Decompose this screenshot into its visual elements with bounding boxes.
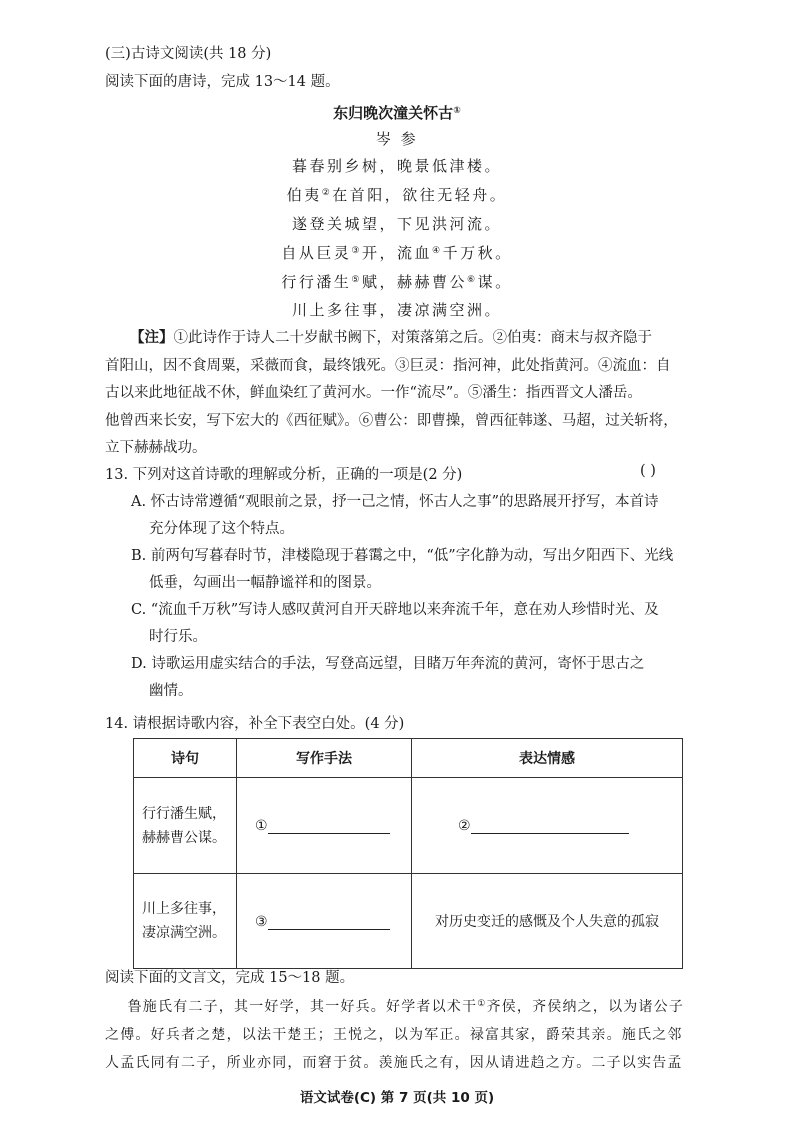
row1-technique xyxy=(237,778,412,874)
prose-line-1-text: 鲁施氏有二子，其一好学，其一好兵。好学者以术干 xyxy=(105,999,478,1015)
prose-line-3: 人孟氏同有二子，所业亦同，而窘于贫。羡施氏之有，因从请进趋之方。二子以实告孟 xyxy=(105,1055,683,1071)
row2-poem xyxy=(134,874,237,969)
q13-answer-paren[interactable]: ( ) xyxy=(640,463,656,479)
row2-technique-mark: ③ xyxy=(255,913,268,930)
prose-line-1 xyxy=(105,996,684,1016)
q13-option[interactable]: C. “流血千万秋”写诗人感叹黄河自开天辟地以来奔流千年，意在劝人珍惜时光、及 xyxy=(131,602,659,618)
poem-line-text: 行行潘生 xyxy=(281,273,352,291)
q13-option-continued: 幽情。 xyxy=(149,683,193,699)
note-line xyxy=(105,409,678,430)
poem-note-mark: ⑥ xyxy=(467,275,478,285)
q13-option[interactable]: D. 诗歌运用虚实结合的手法，写登高远望，目睹万年奔流的黄河，寄怀于思古之 xyxy=(131,656,645,672)
header-poem: 诗句 xyxy=(134,739,237,778)
note-line-text: 立下赫赫战功。 xyxy=(105,440,207,456)
answer-blank-2[interactable] xyxy=(471,817,629,834)
poem-note-mark: ④ xyxy=(432,246,443,256)
q13-option[interactable]: B. 前两句写暮春时节，津楼隐现于暮霭之中，“低”字化静为动，写出夕阳西下、光线 xyxy=(131,548,674,564)
row1-technique-mark: ① xyxy=(255,818,268,834)
note-line xyxy=(105,354,671,375)
q13-option-continued: 低垂，勾画出一幅静谧祥和的图景。 xyxy=(149,575,381,591)
header-emotion: 表达情感 xyxy=(412,739,683,778)
poem-line-text: 川上多往事，凄凉满空洲。 xyxy=(291,301,502,319)
note-line-text: 首阳山，因不食周粟，采薇而食，最终饿死。③巨灵：指河神，此处指黄河。④流血：自 xyxy=(105,358,671,374)
note-line-text: 他曾西来长安，写下宏大的《西征赋》。⑥曹公：即曹操，曾西征韩遂、马超，过关斩将， xyxy=(105,413,678,429)
poem-note-mark: ② xyxy=(321,188,333,198)
poem-note-mark: ③ xyxy=(351,246,362,256)
note-label: 【注】 xyxy=(130,329,174,346)
note-line xyxy=(105,436,207,457)
poem-line-text: 遂登关城望，下见洪河流。 xyxy=(291,215,502,233)
table-row xyxy=(134,874,683,969)
q13-option-continued: 时行乐。 xyxy=(149,629,207,645)
page-footer: 语文试卷(C) 第 7 页(共 10 页) xyxy=(299,1090,495,1106)
poem-line xyxy=(0,299,794,320)
poem-title xyxy=(0,102,794,123)
poem-title-text: 东归晚次潼关怀古 xyxy=(333,104,454,122)
prose-note-mark: ① xyxy=(477,999,487,1009)
table-row xyxy=(134,778,683,874)
header-technique: 写作手法 xyxy=(237,739,412,778)
poem-line-text: 伯夷 xyxy=(286,186,322,204)
poem-line-text: 暮春别乡树，晚景低津楼。 xyxy=(291,157,502,175)
row1-emotion-mark: ② xyxy=(458,818,471,834)
poem-line xyxy=(0,213,794,234)
poem-line-text: 谋。 xyxy=(477,273,513,291)
note-line xyxy=(130,326,652,347)
answer-blank-3[interactable] xyxy=(268,913,390,930)
poem-line xyxy=(0,242,794,263)
poem-note-mark: ⑤ xyxy=(351,275,362,285)
row1-poem-line1: 行行潘生赋， xyxy=(142,805,226,822)
answer-blank-1[interactable] xyxy=(268,817,390,834)
poem-line xyxy=(0,155,794,176)
note-line-text: ①此诗作于诗人二十岁献书阙下，对策落第之后。②伯夷：商末与叔齐隐于 xyxy=(173,330,652,346)
row1-poem xyxy=(134,778,237,874)
q13-stem: 13. 下列对这首诗歌的理解或分析，正确的一项是(2 分) xyxy=(105,467,463,483)
poem-intro: 阅读下面的唐诗，完成 13～14 题。 xyxy=(105,74,340,90)
poem-author: 岑 参 xyxy=(375,130,419,148)
poem-line xyxy=(0,184,794,205)
poem-line xyxy=(0,271,794,292)
row2-poem-line1: 川上多往事， xyxy=(142,901,226,917)
prose-line-1-tail: 齐侯，齐侯纳之，以为诸公子 xyxy=(486,999,685,1015)
row1-emotion xyxy=(412,778,683,874)
note-line-text: 古以来此地征战不休，鲜血染红了黄河水。一作“流尽”。⑤潘生：指西晋文人潘岳。 xyxy=(105,385,642,401)
poem-line-text: 开，流血 xyxy=(361,244,432,262)
poem-line-text: 自从巨灵 xyxy=(281,244,352,262)
row2-poem-line2: 凄凉满空洲。 xyxy=(142,925,226,941)
note-line xyxy=(105,381,642,402)
table-header-row xyxy=(134,739,683,778)
poem-title-note-mark: ① xyxy=(453,106,461,116)
row2-technique xyxy=(237,874,412,969)
section-heading: (三)古诗文阅读(共 18 分) xyxy=(105,46,272,62)
prose-intro: 阅读下面的文言文，完成 15～18 题。 xyxy=(105,970,355,986)
q14-table xyxy=(133,738,683,969)
row2-emotion: 对历史变迁的感慨及个人失意的孤寂 xyxy=(412,874,683,969)
q13-option[interactable]: A. 怀古诗常遵循“观眼前之景，抒一己之情，怀古人之事”的思路展开抒写，本首诗 xyxy=(131,494,659,510)
poem-line-text: 千万秋。 xyxy=(442,244,513,262)
q14-stem: 14. 请根据诗歌内容，补全下表空白处。(4 分) xyxy=(105,716,405,732)
q13-option-continued: 充分体现了这个特点。 xyxy=(149,521,294,537)
prose-line-2: 之傅。好兵者之楚，以法干楚王；王悦之，以为军正。禄富其家，爵荣其亲。施氏之邻 xyxy=(105,1027,683,1043)
poem-line-text: 赋，赫赫曹公 xyxy=(361,273,467,291)
poem-line-text: 在首阳，欲往无轻舟。 xyxy=(332,186,508,204)
row1-poem-line2: 赫赫曹公谋。 xyxy=(142,829,226,846)
